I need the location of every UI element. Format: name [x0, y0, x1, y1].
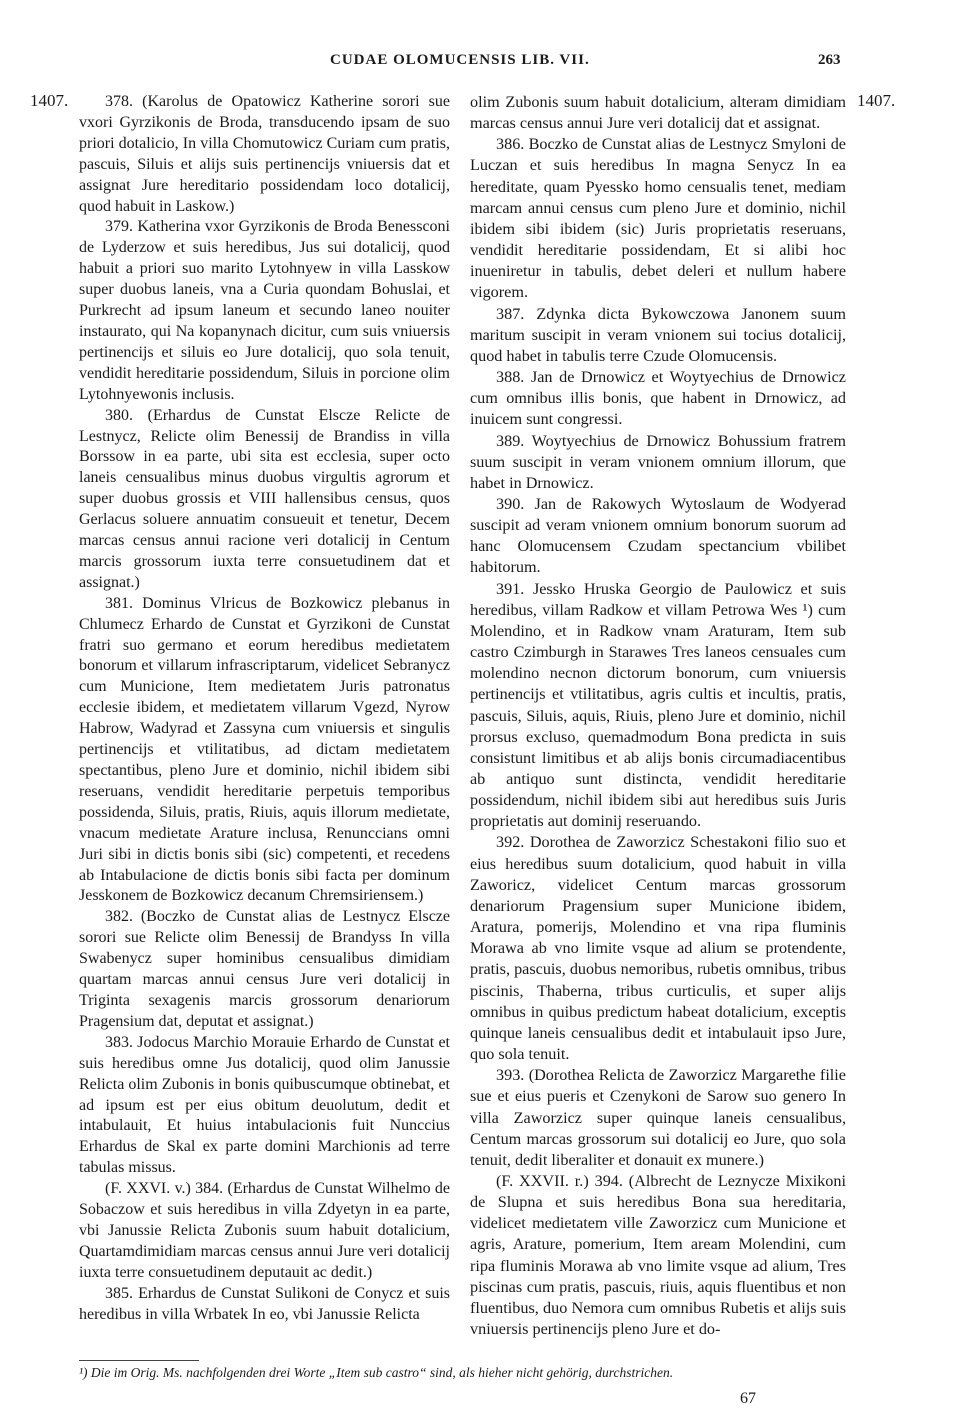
- entry-394: (F. XXVII. r.) 394. (Albrecht de Leznycze Mixikoni de Slupna et suis heredibus Bona sua hereditaria, videlicet medietatem ville Zaworzicz cum Municione et agris, Arature, pomerium, Item aream Molendini, cum ripa fluminis Morawa ab vno limite vsque ad alium, Tres piscinas cum pratis, pascuis, riuis, aquis fluentibus et non fluentibus, duo Nemora cum omnibus Rubetis et alijs suis vniuersis pertinencijs pleno Jure et do-: [470, 1171, 846, 1339]
- entry-389: 389. Woytyechius de Drnowicz Bohussium fratrem suum suscipit in veram vnionem omnium illorum, que habet in Drnowicz.: [470, 431, 846, 492]
- right-column: [470, 92, 846, 1340]
- entry-381: 381. Dominus Vlricus de Bozkowicz plebanus in Chlumecz Erhardo de Cunstat et Gyrzikoni de Cunstat fratri suo germano et eorum heredibus medietatem bonorum et villarum infrascriptarum, videlicet Sebranycz cum Municione, Item medietatem Juris patronatus ecclesie ibidem, et medietatem villarum Vgezd, Nyrow Habrow, Wadyrad et Zassyna cum vniuersis et singulis pertinencijs et vtilitatibus, ad dictam medietatem spectantibus, pleno Jure et dominio, nichil ibidem sibi reseruans, vendidit hereditarie perpetuis temporibus possidenda, Siluis, pratis, Riuis, aquis illorum medietate, vnacum medietate Arature inclusa, Renunccians omni Juri sibi in dictis bonis sibi (sic) competenti, et recedens ab Intabulacione de dictis bonis sibi facta per dominum Jesskonem de Bozkowicz decanum Chremsiriensem.): [79, 594, 450, 905]
- entry-383: 383. Jodocus Marchio Morauie Erhardo de Cunstat et suis heredibus omne Jus dotalicij, quod olim Janussie Relicta olim Zubonis in bonis quibuscumque obtinebat, et ad ipsum est per eius obitum deuolutum, dedit et intabulauit, Et huius intabulacionis fuit Nunccius Erhardus de Skal ex parte domini Marchionis ad terre tabulas missus.: [79, 1033, 450, 1177]
- running-header: [0, 52, 960, 76]
- signature-mark: 67: [740, 1390, 756, 1407]
- entry-380: 380. (Erhardus de Cunstat Elscze Relicte de Lestnycz, Relicte olim Benessij de Brandiss in villa Borssow in ea parte, ubi sita est ecclesia, super octo laneis censualibus minus duobus virgultis agrorum et super duobus grossis et VIII hallensibus census, quos Gerlacus soluere annuatim consueuit et tenetur, Decem marcas census annui racione veri dotalicij in Centum marcis grossorum iuxta terre consuetudinem dat et assignat.): [79, 406, 450, 591]
- page-number: 263: [818, 52, 841, 68]
- page-title: CUDAE OLOMUCENSIS LIB. VII.: [330, 52, 590, 68]
- footnote: ¹) Die im Orig. Ms. nachfolgenden drei Worte „Item sub castro“ sind, als hieher nicht gehörig, durchstrichen.: [79, 1365, 674, 1380]
- entry-390: 390. Jan de Rakowych Wytoslaum de Wodyerad suscipit ad veram vnionem omnium bonorum suorum ad hanc Olomucensem Czudam spectancium vbilibet habitorum.: [470, 494, 846, 577]
- entry-391: 391. Jessko Hruska Georgio de Paulowicz et suis heredibus, villam Radkow et villam Petrowa Wes ¹) cum Molendino, et in Radkow vnam Araturam, Item sub castro Czimburgh in Starawes Tres laneos censuales cum molendino necnon dictorum bonorum, cum vniuersis pertinencijs et vtilitatibus, agris cultis et incultis, pratis, pascuis, Siluis, aquis, Riuis, pleno Jure et dominio, nichil prorsus excluso, quemadmodum Bona predicta in suis consistunt limitibus et ab alijs bonis circumadiacentibus ab antiquo sunt distincta, vendidit hereditarie possidendum, nichil ibidem sibi aut heredibus suis Juris proprietatis aut dominij reseruando.: [470, 579, 846, 831]
- entry-392: 392. Dorothea de Zaworzicz Schestakoni filio suo et eius heredibus suum dotalicium, quod habuit in villa Zaworicz, videlicet Centum marcas grossorum denariorum Pragensium super Municione ibidem, Aratura, pomerijs, Molendino et vna ripa fluminis Morawa ab vno limite vsque ad alium se protendente, pratis, pascuis, duobus nemoribus, rubetis omnibus, tribus piscinis, Thaberna, tribus curticulis, et super alijs omnibus in quibus predictum habeat dotalicium, exceptis quinque laneis censualibus dedit et intabulauit ipso Jure, quo sola tenuit.: [470, 833, 846, 1064]
- margin-year-right: 1407.: [857, 91, 896, 110]
- entry-379: 379. Katherina vxor Gyrzikonis de Broda Benessconi de Lyderzow et suis heredibus, Jus sui dotalicij, quod habuit a priori suo marito Lytohnyew in villa Lasskow super duobus laneis, vna a Curia quondam Bohuslai, et Purkrecht ad ipsum laneum et secundo laneo nouiter instaurato, qui Na kopanynach dicitur, cum suis vniuersis pertinencijs et siluis eo Jure dotalicij, quo sola tenuit, vendidit hereditarie possidendum, Siluis in porcione olim Lytohnyewonis inclusis.: [79, 218, 450, 403]
- margin-year-left: 1407.: [30, 91, 69, 110]
- footnote-rule: [79, 1360, 199, 1361]
- entry-378: 378. (Karolus de Opatowicz Katherine sorori sue vxori Gyrzikonis de Broda, transducendo ipsam de suo priori dotalicio, In villa Chomutowicz Curiam cum pratis, pascuis, Siluis et alijs suis pertinencijs vniuersis dat et assignat Jure hereditario possidendam loco dotalicij, quod habuit in Laskow.): [79, 93, 450, 215]
- entry-385: 385. Erhardus de Cunstat Sulikoni de Conycz et suis heredibus in villa Wrbatek In eo, vbi Janussie Relicta: [79, 1284, 450, 1323]
- entry-388: 388. Jan de Drnowicz et Woytyechius de Drnowicz cum omnibus illis bonis, que habent in Drnowicz, ad inuicem sunt congressi.: [470, 368, 846, 429]
- left-column: [79, 92, 450, 1325]
- entry-387: 387. Zdynka dicta Bykowczowa Janonem suum maritum suscipit in veram vnionem sui tocius dotalicij, quod habet in tabulis terre Czude Olomucensis.: [470, 304, 846, 365]
- entry-384: (F. XXVI. v.) 384. (Erhardus de Cunstat Wilhelmo de Sobaczow et suis heredibus in villa Zdyetyn in ea parte, vbi Janussie Relicta Zubonis suum habuit dotalicium, Quartamdimidiam marcas census annui Jure veri dotalicij iuxta terre consuetudinem deputauit ac dedit.): [79, 1180, 450, 1281]
- entry-382: 382. (Boczko de Cunstat alias de Lestnycz Elscze sorori sue Relicte olim Benessij de Brandyss In villa Swabenycz super hominibus censualibus dimidiam quartam marcas annui census Jure veri dotalicij in Triginta sexagenis marcis grossorum denariorum Pragensium dat, deputat et assignat.): [79, 908, 450, 1030]
- entry-386: 386. Boczko de Cunstat alias de Lestnycz Smyloni de Luczan et suis heredibus In magna Senycz In ea hereditate, quam Pyessko homo censualis tenet, mediam marcam annui census cum pleno Jure et dominio, nichil ibidem sibi ibidem (sic) Juris proprietatis reseruans, vendidit hereditarie possidendam, Et si alibi hoc inueniretur in tabulis, debet deleri et nullum habere vigorem.: [470, 135, 846, 302]
- entry-393: 393. (Dorothea Relicta de Zaworzicz Margarethe filie sue et eius pueris et Czenykoni de Sarow suo genero In villa Zaworzicz super quinque laneis censualibus, Centum marcas grossorum sui dotalicij eo Jure, quo sola tenuit, dedit liberaliter et donauit ex munere.): [470, 1066, 846, 1169]
- entry-385-continued: olim Zubonis suum habuit dotalicium, alteram dimidiam marcas census annui Jure veri dotalicij dat et assignat.: [470, 93, 846, 133]
